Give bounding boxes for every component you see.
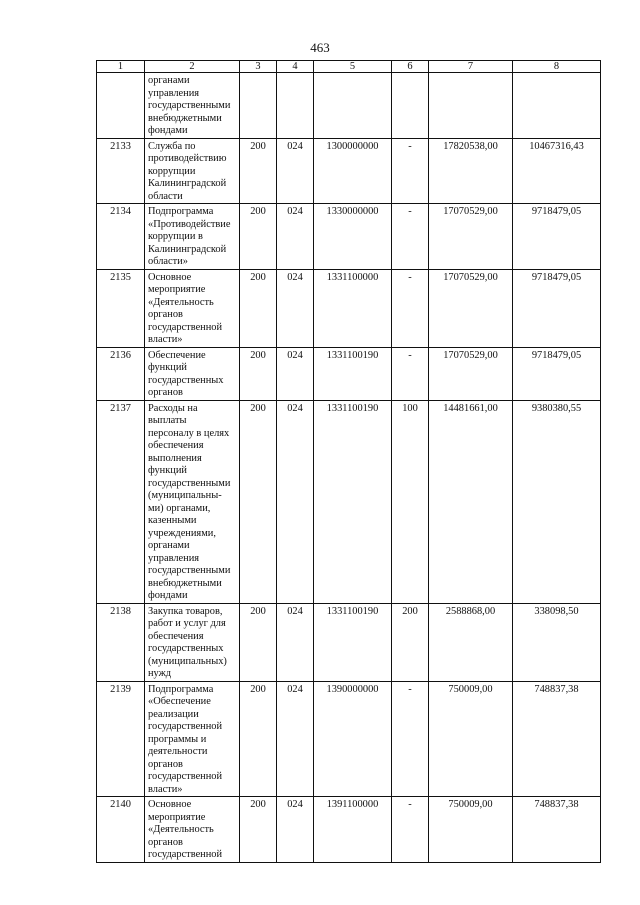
column-6-cell: 200 [392,603,429,681]
item-name-line: работ и услуг для [148,618,226,629]
row-number-cell: 2134 [97,204,145,270]
item-name-line: органов [148,387,183,398]
column-header: 4 [277,61,314,73]
table-row [97,204,601,270]
row-number-cell: 2136 [97,347,145,400]
item-name-line: фондами [148,590,188,601]
column-header: 6 [392,61,429,73]
item-name-line: учреждениями, [148,527,216,539]
column-6-cell: - [392,347,429,400]
item-name-cell [145,797,240,863]
item-name-line: мероприятие [148,284,206,295]
item-name-line: Основное [148,271,192,283]
column-3-cell: 200 [240,681,277,797]
item-name-line: программы и [148,733,207,745]
item-name-line: государственной [148,849,223,860]
column-4-cell: 024 [277,269,314,347]
item-name-line: выплаты [148,415,187,426]
column-8-cell [513,73,601,139]
item-name-line: функций [148,465,187,476]
column-6-cell: - [392,138,429,204]
row-number-cell: 2140 [97,797,145,863]
item-name-line: государственной [148,771,223,782]
item-name-line: органов [148,836,183,848]
item-name-cell [145,73,240,139]
column-5-cell [314,73,392,139]
item-name-cell [145,603,240,681]
column-header: 2 [145,61,240,73]
item-name-line: государственными [148,100,231,111]
column-5-cell: 1300000000 [314,138,392,204]
item-name-line: управления [148,87,200,99]
item-name-line: Обеспечение [148,349,206,361]
item-name-line: Закупка товаров, [148,605,223,617]
column-5-cell: 1331100190 [314,603,392,681]
row-number-cell: 2137 [97,400,145,603]
item-name-line: органами [148,75,190,86]
page-number: 463 [310,40,330,55]
column-3-cell: 200 [240,400,277,603]
item-name-line: деятельности [148,746,208,757]
column-4-cell [277,73,314,139]
column-6-cell: - [392,204,429,270]
column-3-cell [240,73,277,139]
table-row [97,347,601,400]
item-name-cell [145,204,240,270]
item-name-line: «Обеспечение [148,696,211,707]
budget-table [96,60,601,863]
column-7-cell [429,73,513,139]
item-name-line: мероприятие [148,811,206,823]
item-name-line: нужд [148,668,172,679]
column-6-cell: - [392,681,429,797]
column-3-cell: 200 [240,204,277,270]
item-name-cell [145,400,240,603]
table-row [97,603,601,681]
item-name-line: Основное [148,799,192,810]
column-7-cell: 14481661,00 [429,400,513,603]
header-row [97,61,601,73]
column-header: 1 [97,61,145,73]
column-6-cell: - [392,797,429,863]
item-name-cell [145,681,240,797]
item-name-line: внебюджетными [148,112,222,124]
item-name-line: выполнения [148,452,202,464]
column-7-cell: 17070529,00 [429,347,513,400]
column-6-cell: 100 [392,400,429,603]
column-header: 8 [513,61,601,73]
item-name-line: власти» [148,334,183,345]
column-8-cell: 9718479,05 [513,347,601,400]
item-name-line: коррупции в [148,231,203,242]
column-8-cell: 748837,38 [513,681,601,797]
item-name-line: «Деятельность [148,296,214,308]
column-4-cell: 024 [277,400,314,603]
item-name-line: ми) органами, [148,502,211,514]
item-name-line: управления [148,552,200,564]
item-name-cell [145,269,240,347]
column-4-cell: 024 [277,681,314,797]
table-body [97,73,601,863]
column-7-cell: 750009,00 [429,681,513,797]
row-number-cell: 2133 [97,138,145,204]
table-row [97,681,601,797]
item-name-line: (муниципальны- [148,490,222,501]
column-7-cell: 17820538,00 [429,138,513,204]
column-8-cell: 10467316,43 [513,138,601,204]
column-3-cell: 200 [240,269,277,347]
column-8-cell: 9718479,05 [513,204,601,270]
row-number-cell: 2135 [97,269,145,347]
item-name-line: (муниципальных) [148,655,227,667]
column-8-cell: 9718479,05 [513,269,601,347]
column-4-cell: 024 [277,603,314,681]
column-5-cell: 1391100000 [314,797,392,863]
item-name-line: области [148,190,183,202]
item-name-line: персоналу в целях [148,427,230,439]
column-header: 7 [429,61,513,73]
column-header: 5 [314,61,392,73]
item-name-line: Расходы на [148,402,198,414]
item-name-line: коррупции [148,165,196,177]
column-5-cell: 1390000000 [314,681,392,797]
column-5-cell: 1331100000 [314,269,392,347]
item-name-line: Служба по [148,140,196,152]
column-8-cell: 9380380,55 [513,400,601,603]
item-name-cell [145,347,240,400]
item-name-line: государственной [148,321,223,333]
item-name-line: области» [148,256,188,267]
item-name-line: казенными [148,515,197,526]
item-name-line: Калининградской [148,178,227,189]
table-row [97,797,601,863]
item-name-line: Калининградской [148,243,227,255]
table-row [97,73,601,139]
item-name-line: государственными [148,477,231,489]
item-name-line: обеспечения [148,630,204,642]
item-name-line: государственных [148,374,224,386]
column-7-cell: 750009,00 [429,797,513,863]
item-name-line: фондами [148,125,188,136]
item-name-line: обеспечения [148,440,204,451]
item-name-line: «Противодействие [148,218,231,230]
column-5-cell: 1331100190 [314,400,392,603]
column-4-cell: 024 [277,204,314,270]
column-8-cell: 748837,38 [513,797,601,863]
item-name-line: органов [148,309,183,320]
table-row [97,138,601,204]
item-name-line: органами [148,540,190,551]
column-4-cell: 024 [277,797,314,863]
column-7-cell: 17070529,00 [429,269,513,347]
column-4-cell: 024 [277,347,314,400]
column-3-cell: 200 [240,603,277,681]
column-5-cell: 1330000000 [314,204,392,270]
item-name-line: функций [148,362,187,373]
item-name-line: власти» [148,783,183,795]
column-3-cell: 200 [240,797,277,863]
item-name-line: Подпрограмма [148,206,214,217]
row-number-cell: 2138 [97,603,145,681]
item-name-line: противодействию [148,153,227,164]
item-name-cell [145,138,240,204]
column-5-cell: 1331100190 [314,347,392,400]
item-name-line: государственными [148,565,231,576]
item-name-line: государственной [148,721,223,732]
item-name-line: Подпрограмма [148,683,214,695]
column-6-cell [392,73,429,139]
item-name-line: внебюджетными [148,577,222,589]
item-name-line: «Деятельность [148,824,214,835]
item-name-line: государственных [148,643,224,654]
item-name-line: органов [148,758,183,770]
table-row [97,400,601,603]
column-6-cell: - [392,269,429,347]
column-7-cell: 2588868,00 [429,603,513,681]
table-row [97,269,601,347]
column-4-cell: 024 [277,138,314,204]
column-8-cell: 338098,50 [513,603,601,681]
column-7-cell: 17070529,00 [429,204,513,270]
column-header: 3 [240,61,277,73]
column-3-cell: 200 [240,347,277,400]
row-number-cell [97,73,145,139]
row-number-cell: 2139 [97,681,145,797]
column-3-cell: 200 [240,138,277,204]
item-name-line: реализации [148,708,199,720]
